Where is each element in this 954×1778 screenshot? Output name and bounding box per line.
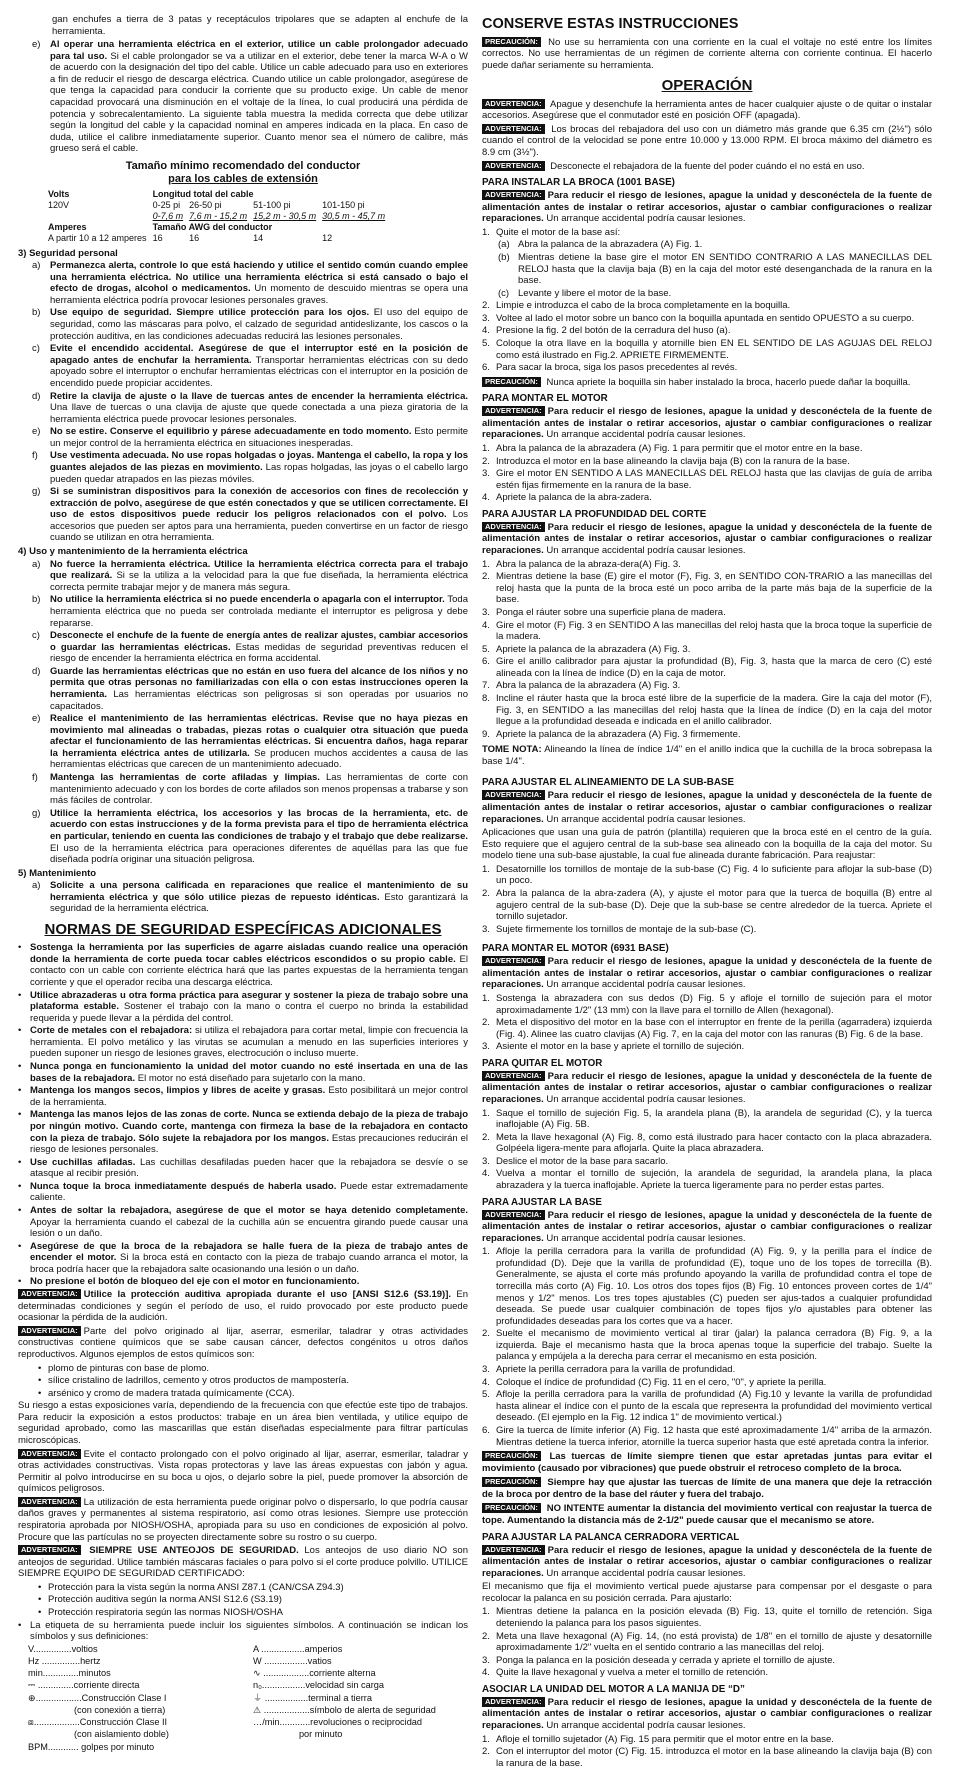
symbol-table: V...............voltios A .................amperios Hz ...............hertz W .................vatios min..............minutos ∿ ..................corriente alterna ⎓ ..............corriente directa n₀.................velocidad sin carga ⊕..................Construcción Clase I ⏚ .................terminal a tierra (con conexión a tierra) ⚠ ..................símbolo de alerta de seguridad ⧈..................Construcción Clase II …/min............revoluciones o reciprocidad (con aislamiento doble) por minuto BPM............ golpes por minuto bbox=[28, 1643, 436, 1752]
warning-hearing: ADVERTENCIA: Utilice la protección auditiva apropiada durante el uso [ANSI S12.6 (S3.19)]. En determinadas condiciones y según el período de uso, el ruido provocado por este producto puede ocasionar la pérdida de la audición. bbox=[18, 1289, 468, 1324]
left-column: gan enchufes a tierra de 3 patas y receptáculos tripolares que se adapten al enchufe de la herramienta. e) Al operar una herramienta eléctrica en el exterior, utilice un cable prolongador adecuado para tal uso. Si el cable prolongador se va a utilizar en el exterior, debe tener la marca W-A o W de acuerdo con la designación del tipo del cable. Utilice un cable adecuado para uso en exteriores a fin de reducir el riesgo de descarga eléctrica. Cuando utilice un cable prolongador, asegúrese de que tenga la capacidad para conducir la corriente que su producto exige. Un cable de menor capacidad provocará una disminución en el voltaje de la línea, lo cual producirá una pérdida de potencia y sobrecalentamiento. La siguiente tabla muestra la medida correcta que debe utilizar según la longitud del cable y la capacidad nominal en amperes indicada en la placa. En caso de duda, utilice el calibre inmediatamente superior. Cuanto menor sea el número de calibre, más grueso será el cable. Tamaño mínimo recomendado del conductor para los cables de extensión Volts Longitud total del cable 120V 0-25 pi 26-50 pi 51-100 pi 101-150 pi 0-7,6 m 7,6 m - 15,2 m 15,2 m - 30,5 m 30,5 m - 45,7 m Amperes Tamaño AWG del conductor A partir 10 a 12 amperes 16 16 14 12 3) Seguridad personal a) Permanezca alerta, controle lo que está haciendo y utilice el sentido común cuando emplee una herramienta eléctrica. No utilice una herramienta eléctrica si está cansado o bajo el efecto de drogas, alcohol o medicamentos. Un momento de descuido mientras se opera una herramienta eléctrica podría provocar lesiones personales graves. b) Use equipo de seguridad. Siempre utilice protección para los ojos. El uso del equipo de seguridad, como las máscaras para polvo, el calzado de seguridad antideslizante, los cascos o la protección auditiva, en las condiciones adecuadas reducirá las lesiones personales. c) Evite el encendido accidental. Asegúrese de que el interruptor esté en la posición de apagado antes de enchufar la herramienta. Transportar herramientas eléctricas con su dedo apoyado sobre el interruptor o enchufar herramientas eléctricas con el interruptor en la posición de encendido puede propiciar accidentes. d) Retire la clavija de ajuste o la llave de tuercas antes de encender la herramienta eléctrica. Una llave de tuercas o una clavija de ajuste que quede conectada a una pieza giratoria de la herramienta eléctrica puede provocar lesiones personales. e) No se estire. Conserve el equilibrio y párese adecuadamente en todo momento. Esto permite un mejor control de la herramienta eléctrica en situaciones inesperadas. f) Use vestimenta adecuada. No use ropas holgadas o joyas. Mantenga el cabello, la ropa y los guantes alejados de las piezas en movimiento. Las ropas holgadas, las joyas o el cabello largo pueden quedar atrapados en las piezas móviles. g) Si se suministran dispositivos para la conexión de accesorios con fines de recolección y extracción de polvo, asegúrese de que estén conectados y que se utilicen correctamente. El uso de estos dispositivos puede reducir los peligros relacionados con el polvo. Los accesorios que pueden ser aptos para una herramienta, pueden convertirse en un factor de riesgo cuando se utilizan en otra herramienta. 4) Uso y mantenimiento de la herramienta eléctrica a) No fuerce la herramienta eléctrica. Utilice la herramienta eléctrica correcta para el trabajo que realizará. Si se la utiliza a la velocidad para la que fue diseñada, la herramienta eléctrica correcta permite trabajar mejor y de manera más segura. b) No utilice la herramienta eléctrica si no puede encenderla o apagarla con el interruptor. Toda herramienta eléctrica que no pueda ser controlada mediante el interruptor es peligrosa y debe repararse. c) Desconecte el enchufe de la fuente de energía antes de realizar ajustes, cambiar accesorios o guardar las herramientas eléctricas. Estas medidas de seguridad preventivas reducen el riesgo de encender la herramienta eléctrica en forma accidental. d) Guarde las herramientas eléctricas que no están en uso fuera del alcance de los niños y no permita que otras personas no familiarizadas con ella o con estas instrucciones operen la herramienta. Las herramientas eléctricas son peligrosas si son operadas por usuarios no capacitados. e) Realice el mantenimiento de las herramientas eléctricas. Revise que no haya piezas en movimiento mal alineadas o trabadas, piezas rotas o cualquier otra situación que pueda afectar el funcionamiento de las herramientas eléctricas. Si encuentra daños, haga reparar la herramienta eléctrica antes de utilizarla. Se producen muchos accidentes a causa de las herramientas eléctricas que carecen de un mantenimiento adecuado. f) Mantenga las herramientas de corte afiladas y limpias. Las herramientas de corte con mantenimiento adecuado y con los bordes de corte afilados son menos propensas a trabarse y son más fáciles de controlar. g) Utilice la herramienta eléctrica, los accesorios y las brocas de la herramienta, etc. de acuerdo con estas instrucciones y de la forma prevista para el tipo de herramienta eléctrica en particular, teniendo en cuenta las condiciones de trabajo y el trabajo que debe realizarse. El uso de la herramienta eléctrica para operaciones diferentes de aquéllas para las que fue diseñada podría originar una situación peligrosa. 5) Mantenimiento a) Solicite a una persona calificada en reparaciones que realice el mantenimiento de su herramienta eléctrica y que sólo utilice piezas de repuesto idénticas. Esto garantizará la seguridad de la herramienta eléctrica. NORMAS DE SEGURIDAD ESPECÍFICAS ADICIONALES • Sostenga la herramienta por las superficies de agarre aisladas cuando realice una operación donde la herramienta de corte pueda tocar cables eléctricos escondidos o su propio cable. El contacto con un cable con corriente eléctrica hará que las partes expuestas de la herramienta tengan corriente y que el operador reciba una descarga eléctrica. • Utilice abrazaderas u otra forma práctica para asegurar y sostener la pieza de trabajo sobre una plataforma estable. Sostener el trabajo con la mano o contra el cuerpo no brinda la estabilidad requerida y puede llevar a la pérdida del control. • Corte de metales con el rebajadora: si utiliza el rebajadora para cortar metal, limpie con frecuencia la herramienta. El polvo metálico y las virutas se acumulan a menudo en las superficies interiores y pueden suponer un riesgo de lesiones graves, electrocución o incluso muerte. • Nunca ponga en funcionamiento la unidad del motor cuando no esté insertada en una de las bases de la rebajadora. El motor no está diseñado para sujetarlo con la mano. • Mantenga los mangos secos, limpios y libres de aceite y grasas. Esto posibilitará un mejor control de la herramienta. • Mantenga las manos lejos de las zonas de corte. Nunca se extienda debajo de la pieza de trabajo por ningún motivo. Cuando corte, mantenga con firmeza la base de la rebajadora en contacto con la pieza de trabajo. Sólo sujete la rebajadora por los mangos. Estas precauciones reducirán el riesgo de lesiones personales. • Use cuchillas afiladas. Las cuchillas desafiladas pueden hacer que la rebajadora se desvíe o se atasque al recibir presión. • Nunca toque la broca inmediatamente después de haberla usado. Puede estar extremadamente caliente. • Antes de soltar la rebajadora, asegúrese de que el motor se haya detenido completamente. Apoyar la herramienta cuando el cabezal de la cuchilla aún se encuentra girando puede causar una lesión o un daño. • Asegúrese de que la broca de la rebajadora se halle fuera de la pieza de trabajo antes de encender el motor. Si la broca está en contacto con la pieza de trabajo cuando arranca el motor, la broca podría hacer que la rebajadora salte ocasionando una lesión o un daño. • No presione el botón de bloqueo del eje con el motor en funcionamiento. ADVERTENCIA: Utilice la protección auditiva apropiada durante el uso [ANSI S12.6 (S3.19)]. En determinadas condiciones y según el período de uso, el ruido provocado por este producto puede ocasionar la pérdida de la audición. ADVERTENCIA: Parte del polvo originado al lijar, aserrar, esmerilar, taladrar y otras actividades constructivas contiene químicos que se sabe causan cáncer, defectos congénitos u otros daños reproductivos. Algunos ejemplos de estos químicos son: • plomo de pinturas con base de plomo. • sílice cristalino de ladrillos, cemento y otros productos de mampostería. • arsénico y cromo de madera tratada químicamente (CCA). Su riesgo a estas exposiciones varía, dependiendo de la frecuencia con que efectúe este tipo de trabajos. Para reducir la exposición a estos productos: trabaje en un área bien ventilada, y utilice equipo de seguridad aprobado, como las mascarillas que están diseñadas especialmente para filtrar partículas microscópicas. ADVERTENCIA: Evite el contacto prolongado con el polvo originado al lijar, aserrar, esmerilar, taladrar y otras actividades constructivas. Vista ropas protectoras y lave las áreas expuestas con jabón y agua. Permitir al polvo introducirse en su boca u ojos, o dejarlo sobre la piel, puede promover la absorción de químicos peligrosos. ADVERTENCIA: La utilización de esta herramienta puede originar polvo o dispersarlo, lo que podría causar daños graves y permanentes al sistema respiratorio, así como otras lesiones. Siempre use protección respiratoria aprobada por NIOSH/OSHA, apropiada para su uso en condiciones de exposición al polvo. Procure que las partículas no se proyecten directamente sobre su rostro o su cuerpo. ADVERTENCIA: SIEMPRE USE ANTEOJOS DE SEGURIDAD. Los anteojos de uso diario NO son anteojos de seguridad. Utilice también máscaras faciales o para polvo si el corte produce polvillo. UTILICE SIEMPRE EQUIPO DE SEGURIDAD CERTIFICADO: • Protección para la vista según la norma ANSI Z87.1 (CAN/CSA Z94.3) • Protección auditiva según la norma ANSI S12.6 (S3.19) • Protección respiratoria según las normas NIOSH/OSHA • La etiqueta de su herramienta puede incluir los siguientes símbolos. A continuación se indican los símbolos y sus definiciones: V...............voltios A .................amperios Hz ...............hertz W .................vatios min..............minutos ∿ ..................corriente alterna ⎓ ..............corriente directa n₀.................velocidad sin carga ⊕..................Construcción Clase I ⏚ .................terminal a tierra (con conexión a tierra) ⚠ ..................símbolo de alerta de seguridad ⧈..................Construcción Clase II …/min............revoluciones o reciprocidad (con aislamiento doble) por minuto BPM............ golpes por minuto bbox=[18, 14, 468, 1752]
right-column: CONSERVE ESTAS INSTRUCCIONES PRECAUCIÓN: No use su herramienta con una corriente en la cual el voltaje no esté entre los límites correctos. No use herramientas de un régimen de corriente alterna con corriente continua. El hacerlo puede dañar seriamente su herramienta. OPERACIÓN ADVERTENCIA: Apague y desenchufe la herramienta antes de hacer cualquier ajuste o de quitar o instalar accesorios. Asegúrese que el conmutador esté en posición OFF (apagada). ADVERTENCIA: Los brocas del rebajadora del uso con un diámetro más grande que 6.35 cm (2½") sólo cuando el control de la velocidad se pone entre 10.000 y 13.000 RPM. El broca máximo del diámetro es 8.9 cm (3½"). ADVERTENCIA: Desconecte el rebajadora de la fuente del poder cuándo el no está en uso. PARA INSTALAR LA BROCA (1001 BASE) ADVERTENCIA: Para reducir el riesgo de lesiones, apague la unidad y desconéctela de la fuente de alimentación antes de instalar o retirar accesorios, ajustar o cambiar configuraciones o realizar reparaciones. Un arranque accidental podría causar lesiones. 1. Quite el motor de la base así: (a) Abra la palanca de la abrazadera (A) Fig. 1. (b) Mientras detiene la base gire el motor EN SENTIDO CONTRARIO A LAS MANECILLAS DEL RELOJ hasta que la clavija baja (B) en la caja del motor esté desenganchada de la ranura en la base. (c) Levante y libere el motor de la base. 2. Limpie e introduzca el cabo de la broca completamente en la boquilla. 3. Voltee al lado el motor sobre un banco con la boquilla apuntada en sentido OPUESTO a su cuerpo. 4. Presione la fig. 2 del botón de la cerradura del huso (a). 5. Coloque la otra llave en la boquilla y atornille bien EN EL SENTIDO DE LAS AGUJAS DEL RELOJ como está ilustrado en Fig.2. APRIETE FIRMEMENTE. 6. Para sacar la broca, siga los pasos precedentes al revés. PRECAUCIÓN: Nunca apriete la boquilla sin haber instalado la broca, hacerlo puede dañar la boquilla. PARA MONTAR EL MOTOR ADVERTENCIA: Para reducir el riesgo de lesiones, apague la unidad y desconéctela de la fuente de alimentación antes de instalar o retirar accesorios, ajustar o cambiar configuraciones o realizar reparaciones. Un arranque accidental podría causar lesiones. 1. Abra la palanca de la abrazadera (A) Fig. 1 para permitir que el motor entre en la base. 2. Introduzca el motor en la base alineando la clavija baja (B) con la ranura de la base. 3. Gire el motor EN SENTIDO A LAS MANECILLAS DEL RELOJ hasta que las clavijas de guía de arriba estén fijas firmemente en la ranura de la base. 4. Apriete la palanca de la abra-zadera. PARA AJUSTAR LA PROFUNDIDAD DEL CORTE ADVERTENCIA: Para reducir el riesgo de lesiones, apague la unidad y desconéctela de la fuente de alimentación antes de instalar o retirar accesorios, ajustar o cambiar configuraciones o realizar reparaciones. Un arranque accidental podría causar lesiones. 1. Abra la palanca de la abraza-dera(A) Fig. 3. 2. Mientras detiene la base (E) gire el motor (F), Fig. 3, en SENTIDO CON-TRARIO a las manecillas del reloj hasta que la punta de la broca esté un poco arriba de la parte más baja de la superficie de la base. 3. Ponga el ráuter sobre una superficie plana de madera. 4. Gire el motor (F) Fig. 3 en SENTIDO A las manecillas del reloj hasta que la broca toque la superficie de la madera. 5. Apriete la palanca de la abrazadera (A) Fig. 3. 6. Gire el anillo calibrador para ajustar la profundidad (B), Fig. 3, hasta que la marca de cero (C) esté alineada con la línea de índice (D) en la caja de motor. 7. Abra la palanca de la abrazadera (A) Fig. 3. 8. Incline el ráuter hasta que la broca esté libre de la superficie de la madera. Gire la caja del motor (F), Fig. 3, en SENTIDO a las manecillas del reloj hasta que la línea de índice (D) en la caja del motor llegue a la profundidad deseada e indicada en el anillo calibrador. 9. Apriete la palanca de la abrazadera (A) Fig. 3 firmemente. TOME NOTA: Alineando la línea de índice 1/4" en el anillo indica que la cuchilla de la broca sobrepasa la base 1/4". PARA AJUSTAR EL ALINEAMIENTO DE LA SUB-BASE ADVERTENCIA: Para reducir el riesgo de lesiones, apague la unidad y desconéctela de la fuente de alimentación antes de instalar o retirar accesorios, ajustar o cambiar configuraciones o realizar reparaciones. Un arranque accidental podría causar lesiones. Aplicaciones que usan una guía de patrón (plantilla) requieren que la broca esté en el centro de la guía. Esto requiere que el agujero central de la sub-base sea alineado con la boquilla de la caja del motor. Su modelo tiene una sub-base ajustable, la cual fue alineada durante fabricación. Para reajustar: 1. Desatornille los tornillos de montaje de la sub-base (C) Fig. 4 lo suficiente para aflojar la sub-base (D) un poco. 2. Abra la palanca de la abra-zadera (A), y ajuste el motor para que la tuerca de boquilla (B) entre al agujero central de la sub-base (D). Deje que la sub-base se centre alrededor de la tuerca. Apriete el tornillo sujetador. 3. Sujete firmemente los tornillos de montaje de la sub-base (C). PARA MONTAR EL MOTOR (6931 BASE) ADVERTENCIA: Para reducir el riesgo de lesiones, apague la unidad y desconéctela de la fuente de alimentación antes de instalar o retirar accesorios, ajustar o cambiar configuraciones o realizar reparaciones. Un arranque accidental podría causar lesiones. 1. Sostenga la abrazadera con sus dedos (D) Fig. 5 y afloje el tornillo de sujeción para el motor aproximadamente 1/2" (13 mm) con la llave para el tornillo de Allen (hexagonal). 2. Meta el dispositivo del motor en la base con el interruptor en frente de la perilla (agarradera) izquierda (Fig. 4). Alinee las cuatro clavijas (A) Fig. 7, en la caja del motor con las ranuras (B) Fig. 6 de la base. 3. Asiente el motor en la base y apriete el tornillo de sujeción. PARA QUITAR EL MOTOR ADVERTENCIA: Para reducir el riesgo de lesiones, apague la unidad y desconéctela de la fuente de alimentación antes de instalar o retirar accesorios, ajustar o cambiar configuraciones o realizar reparaciones. Un arranque accidental podría causar lesiones. 1. Saque el tornillo de sujeción Fig. 5, la arandela plana (B), la arandela de seguridad (C), y la tuerca inaflojable (A) Fig. 5B. 2. Meta la llave hexagonal (A) Fig. 8, como está ilustrado para hacer contacto con la placa abrazadera. Golpéela ligera-mente para aflojarla. Quite la placa abrazadera. 3. Deslice el motor de la base para sacarlo. 4. Vuelva a montar el tornillo de sujeción, la arandela de seguridad, la arandela plana, la placa abrazadera y la tuerca inaflojable. Apriete la tuerca ligeramente para no perder estas partes. PARA AJUSTAR LA BASE ADVERTENCIA: Para reducir el riesgo de lesiones, apague la unidad y desconéctela de la fuente de alimentación antes de instalar o retirar accesorios, ajustar o cambiar configuraciones o realizar reparaciones. Un arranque accidental podría causar lesiones. 1. Afloje la perilla cerradora para la varilla de profundidad (A) Fig. 9, y la perilla para el índice de profundidad (D). Deje que la varilla de profundidad (E), toque uno de los topes de torrecilla (B). Generalmente, se ajusta el corte más profundo apoyando la varilla de profundidad contra el tope de torrecilla más corto (A) Fig. 10. Los otros dos topes fijos (B) Fig. 10 entonces proveen cortes de 1/4" menos y 1/2" menos. Los tres topes ajustables (C) pueden ser ajus-tados a cualquier profundidad deseada. Se puede usar cualquier combinación de topes fijos y/o ajustables para obtener las profundidades deseadas para los cortes que va a hacer. 2. Suelte el mecanismo de movimiento vertical al tirar (jalar) la palanca cerradora (B) Fig. 9, a la izquierda. Baje el mecanismo hasta que la broca apenas toque la superficie del trabajo. Suelte la palanca y empújela a la derecha para cerrar el mecanismo en esta posición. 3. Apriete la perilla cerradora para la varilla de profundidad. 4. Coloque el índice de profundidad (C) Fig. 11 en el cero, "0", y apriete la perilla. 5. Afloje la perilla cerradora para la varilla de profundidad (A) Fig.10 y levante la varilla de profundidad hasta alinear el índice con el punto de la escala que represента la profundidad del movimiento vertical deseado. (El ejemplo en la Fig. 12 indica 1" de movimiento vertical.) 6. Gire la tuerca de límite inferior (A) Fig. 12 hasta que esté aproximadamente 1/4" arriba de la armazón. Mientras detiene la tuerca inferior, atornille la tuerca superior hasta que esté apretada contra la inferior. PRECAUCIÓN: Las tuercas de límite siempre tienen que estar apretadas juntas para evitar el movimiento (causado por vibraciones) que puede obstruir el retroceso completo de la broca. PRECAUCIÓN: Siempre hay que ajustar las tuercas de límite de una manera que deje la retracción de la broca por dentro de la base del ráuter y fuera del trabajo. PRECAUCIÓN: NO INTENTE aumentar la distancia del movimiento vertical con reajustar la tuerca de tope. Aumentando la distancia más de 2-1/2" puede causar que el mecanismo se atore. PARA AJUSTAR LA PALANCA CERRADORA VERTICAL ADVERTENCIA: Para reducir el riesgo de lesiones, apague la unidad y desconéctela de la fuente de alimentación antes de instalar o retirar accesorios, ajustar o cambiar configuraciones o realizar reparaciones. Un arranque accidental podría causar lesiones. El mecanismo que fija el movimiento vertical puede ajustarse para compensar por el desgaste o para recolocar la palanca en su posición cerrada. Para ajustarlo: 1. Mientras detiene la palanca en la posición elevada (B) Fig. 13, quite el tornillo de retención. Siga deteniendo la palanca para los pasos siguientes. 2. Meta una llave hexagonal (A) Fig. 14, (no está provista) de 1/8" en el tornillo de ajuste y desatornille aproximadamente 1/2" vuelta en el sentido contrario a las manecillas del reloj. 3. Ponga la palanca en la posición deseada y cerrada y apriete el tornillo de ajuste. 4. Quite la llave hexagonal y vuelva a meter el tornillo de retención. ASOCIAR LA UNIDAD DEL MOTOR A LA MANIJA DE “D” ADVERTENCIA: Para reducir el riesgo de lesiones, apague la unidad y desconéctela de la fuente de alimentación antes de instalar o retirar accesorios, ajustar o cambiar configuraciones o realizar reparaciones. Un arranque accidental podría causar lesiones. 1. Afloje el tornillo sujetador (A) Fig. 15 para permitir que el motor entre en la base. 2. Con el interruptor del motor (C) Fig. 15. introduzca el motor en la base alineando la clavija baja (B) con la ranura de la base. bbox=[482, 16, 932, 1769]
section-5: 5) Mantenimiento bbox=[18, 867, 97, 879]
warning-respiratory: ADVERTENCIA: La utilización de esta herramienta puede originar polvo o dispersarlo, lo que podría causar daños graves y permanentes al sistema respiratorio, así como otras lesiones. Siempre use protección respiratoria aprobada por NIOSH/OSHA, apropiada para su uso en condiciones de exposición al polvo. Procure que las partículas no se proyecten directamente sobre su rostro o su cuerpo. bbox=[18, 1496, 468, 1543]
warning-goggles: ADVERTENCIA: SIEMPRE USE ANTEOJOS DE SEGURIDAD. Los anteojos de uso diario NO son anteojos de seguridad. Utilice también máscaras faciales o para polvo si el corte produce polvillo. UTILICE SIEMPRE EQUIPO DE SEGURIDAD CERTIFICADO: bbox=[18, 1545, 468, 1580]
section-4: 4) Uso y mantenimiento de la herramienta eléctrica bbox=[18, 546, 248, 558]
intro-text: gan enchufes a tierra de 3 patas y receptáculos tripolares que se adapten al enchufe de la herramienta. bbox=[52, 14, 468, 37]
cable-table: Volts Longitud total del cable 120V 0-25 pi 26-50 pi 51-100 pi 101-150 pi 0-7,6 m 7,6 m - 15,2 m 15,2 m - 30,5 m 30,5 m - 45,7 m Amperes Tamaño AWG del conductor A partir 10 a 12 amperes 16 16 14 12 bbox=[48, 188, 386, 243]
operacion-heading: OPERACIÓN bbox=[661, 77, 753, 95]
normas-heading: NORMAS DE SEGURIDAD ESPECÍFICAS ADICIONALES bbox=[44, 920, 442, 938]
warning-badge: ADVERTENCIA: bbox=[18, 1289, 81, 1299]
section-3: 3) Seguridad personal bbox=[18, 247, 118, 259]
caution-badge: PRECAUCIÓN: bbox=[482, 37, 541, 47]
conserve-heading: CONSERVE ESTAS INSTRUCCIONES bbox=[482, 16, 739, 32]
warning-dust: ADVERTENCIA: Parte del polvo originado al lijar, aserrar, esmerilar, taladrar y otras actividades constructivas contiene químicos que se sabe causan cáncer, defectos congénitos u otros daños reproductivos. Algunos ejemplos de estos químicos son: bbox=[18, 1325, 468, 1360]
warning-contact: ADVERTENCIA: Evite el contacto prolongado con el polvo originado al lijar, aserrar, esmerilar, taladrar y otras actividades constructivas. Vista ropas protectoras y lave las áreas expuestas con jabón y agua. Permitir al polvo introducirse en su boca u ojos, o dejarlo sobre la piel, puede promover la absorción de químicos peligrosos. bbox=[18, 1448, 468, 1495]
rule-e: e) Al operar una herramienta eléctrica en el exterior, utilice un cable prolongador adecuado para tal uso. Si el cable prolongador se va a utilizar en el exterior, debe tener la marca W-A o W de acuerdo con la designación del tipo del cable. Utilice un cable adecuado para uso en exteriores a fin de reducir el riesgo de descarga eléctrica. Cuando utilice un cable prolongador, asegúrese de que tenga la capacidad para conducir la corriente que su producto exige. Un cable de menor capacidad provocará una disminución en el voltaje de la línea, lo cual producirá una pérdida de potencia y sobrecalentamiento. La siguiente tabla muestra la medida correcta que debe utilizar según la longitud del cable y la capacidad nominal en amperes indicada en la placa. En caso de duda, utilice el calibre inmediatamente superior. Cuanto menor sea el número de calibre, más grueso será el cable. bbox=[32, 39, 468, 155]
table-title: Tamaño mínimo recomendado del conductor para los cables de extensión bbox=[125, 159, 361, 186]
